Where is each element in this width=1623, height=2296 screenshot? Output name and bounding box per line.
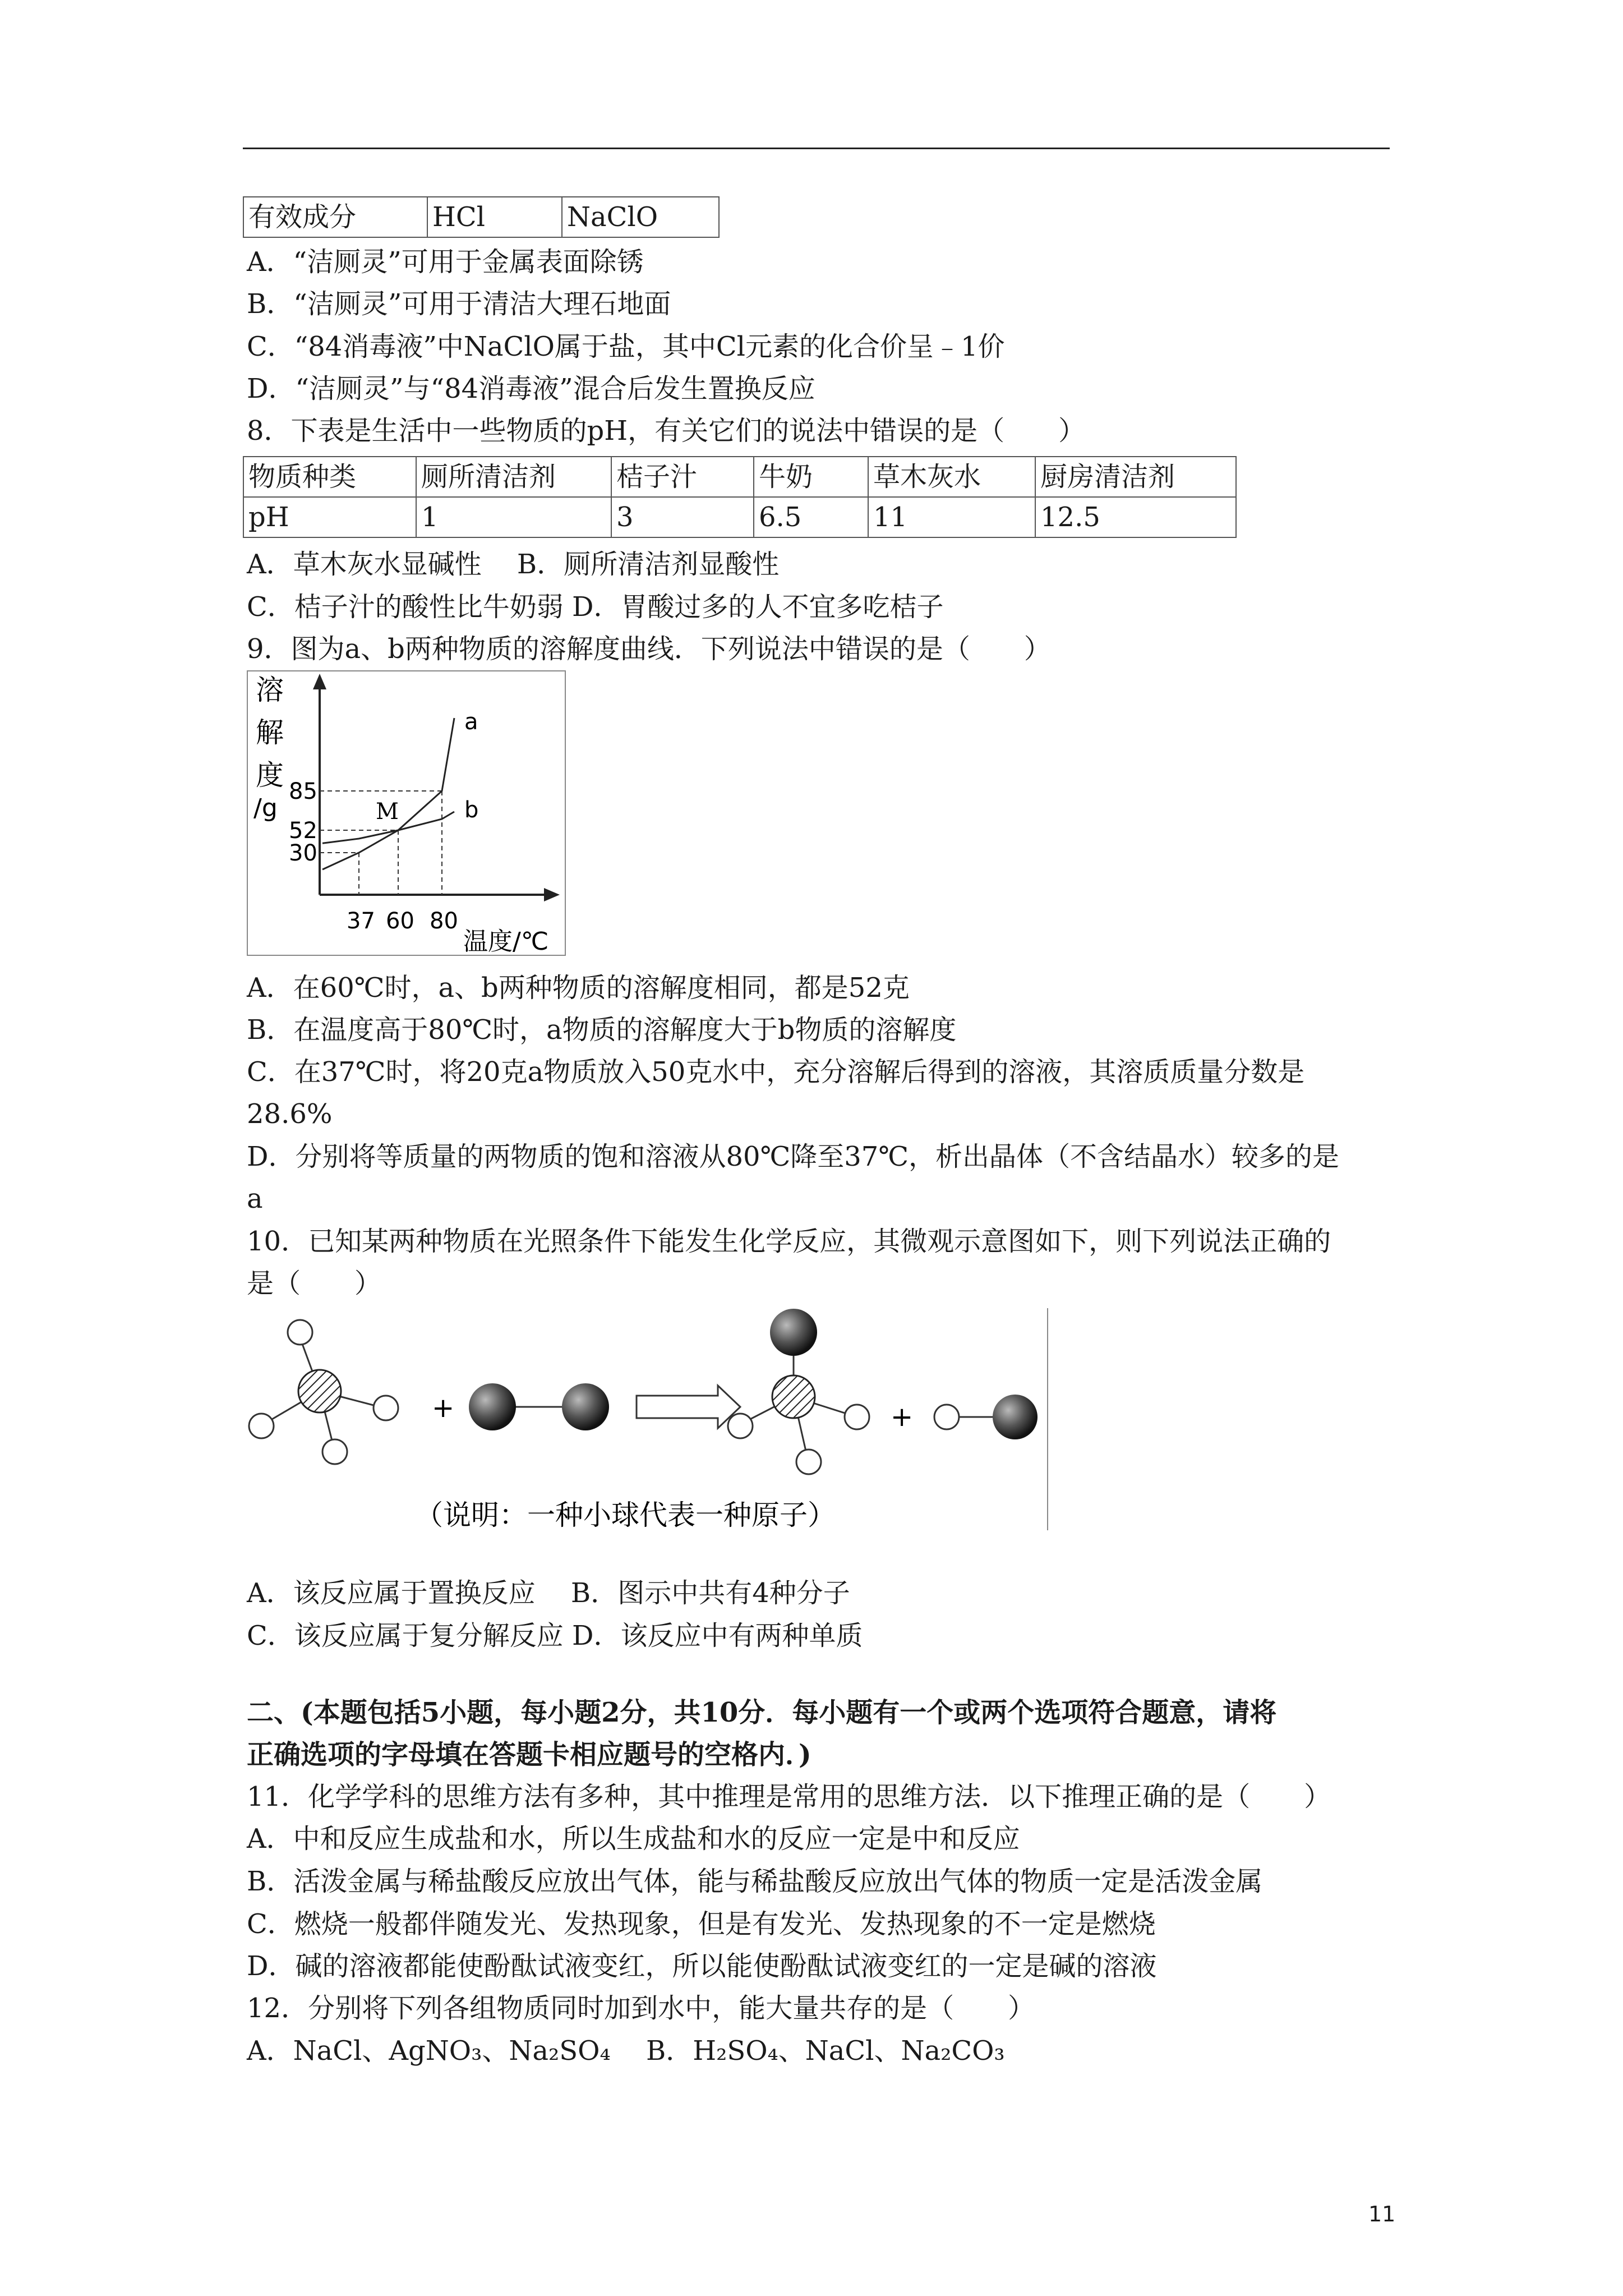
plus-sign: + xyxy=(432,1392,455,1424)
header-rule xyxy=(243,148,1390,149)
y-tick-label: 52 xyxy=(289,818,317,844)
ph-table xyxy=(243,456,1237,538)
table-cell: NaClO xyxy=(562,197,719,237)
small-atom xyxy=(728,1414,753,1438)
y-tick-label: 30 xyxy=(289,840,317,866)
table-cell: 12.5 xyxy=(1035,497,1236,537)
plus-sign: + xyxy=(891,1401,914,1433)
series-label-b: b xyxy=(464,797,479,823)
solubility-chart xyxy=(247,670,566,956)
table-cell: 有效成分 xyxy=(243,197,427,237)
q8-stem: 8．下表是生活中一些物质的pH，有关它们的说法中错误的是（ ） xyxy=(247,415,1086,447)
x-axis-label: 温度/℃ xyxy=(463,927,549,956)
point-label-m: M xyxy=(376,799,399,825)
y-axis-arrow xyxy=(313,674,326,689)
table-cell: 6.5 xyxy=(754,497,868,537)
q12-options: A．NaCl、AgNO₃、Na₂SO₄ B．H₂SO₄、NaCl、Na₂CO₃ xyxy=(247,2035,1005,2067)
small-atom xyxy=(322,1439,347,1464)
q11-option-a: A．中和反应生成盐和水，所以生成盐和水的反应一定是中和反应 xyxy=(247,1823,1020,1855)
table-cell: 厕所清洁剂 xyxy=(416,457,611,497)
small-atom xyxy=(845,1405,869,1429)
dark-atom xyxy=(562,1383,609,1430)
table-row xyxy=(243,197,719,237)
dark-atom xyxy=(469,1383,516,1430)
table-cell: 11 xyxy=(868,497,1035,537)
ylabel-char: 解 xyxy=(256,716,284,749)
small-atom xyxy=(249,1414,274,1438)
q11-stem: 11．化学学科的思维方法有多种，其中推理是常用的思维方法．以下推理正确的是（ ） xyxy=(247,1781,1331,1812)
section-2-heading-line1: 二、(本题包括5小题，每小题2分，共10分．每小题有一个或两个选项符合题意，请将 xyxy=(247,1697,1277,1728)
q9-option-d-line2: a xyxy=(247,1183,263,1214)
q7-option-d: D．“洁厕灵”与“84消毒液”混合后发生置换反应 xyxy=(247,373,815,404)
q7-option-b: B．“洁厕灵”可用于清洁大理石地面 xyxy=(247,288,671,320)
product-molecule-1 xyxy=(728,1309,869,1474)
table-cell: 1 xyxy=(416,497,611,537)
q9-option-c-line2: 28.6% xyxy=(247,1098,333,1130)
series-label-a: a xyxy=(464,709,478,735)
q7-option-c: C．“84消毒液”中NaClO属于盐，其中Cl元素的化合价呈﹣1价 xyxy=(247,331,1005,362)
q10-stem-line2: 是（ ） xyxy=(247,1268,382,1299)
table-cell: 桔子汁 xyxy=(611,457,754,497)
q8-options-line2: C．桔子汁的酸性比牛奶弱 D．胃酸过多的人不宜多吃桔子 xyxy=(247,591,944,623)
q9-option-a: A．在60℃时，a、b两种物质的溶解度相同，都是52克 xyxy=(247,972,910,1004)
q11-option-d: D．碱的溶液都能使酚酞试液变红，所以能使酚酞试液变红的一定是碱的溶液 xyxy=(247,1950,1157,1982)
q8-options-line1: A．草木灰水显碱性 B．厕所清洁剂显酸性 xyxy=(247,549,780,580)
q10-options-line2: C．该反应属于复分解反应 D．该反应中有两种单质 xyxy=(247,1620,863,1651)
small-atom xyxy=(288,1320,312,1345)
x-tick-label: 80 xyxy=(430,908,458,934)
q11-option-b: B．活泼金属与稀盐酸反应放出气体，能与稀盐酸反应放出气体的物质一定是活泼金属 xyxy=(247,1866,1263,1897)
q9-stem: 9．图为a、b两种物质的溶解度曲线．下列说法中错误的是（ ） xyxy=(247,633,1051,665)
small-atom xyxy=(796,1450,821,1474)
table-cell: 草木灰水 xyxy=(868,457,1035,497)
chart-plot-area xyxy=(289,709,478,934)
q11-option-c: C．燃烧一般都伴随发光、发热现象，但是有发光、发热现象的不一定是燃烧 xyxy=(247,1908,1156,1940)
q12-stem: 12．分别将下列各组物质同时加到水中，能大量共存的是（ ） xyxy=(247,1993,1035,2024)
dark-atom xyxy=(770,1309,817,1356)
reactant-molecule-1 xyxy=(249,1320,398,1464)
ylabel-char: 度 xyxy=(256,759,284,792)
q9-option-b: B．在温度高于80℃时，a物质的溶解度大于b物质的溶解度 xyxy=(247,1014,957,1046)
small-atom xyxy=(934,1405,959,1429)
section-2-heading-line2: 正确选项的字母填在答题卡相应题号的空格内．) xyxy=(247,1739,811,1770)
ylabel-char: 溶 xyxy=(256,674,284,706)
x-axis-arrow xyxy=(544,888,560,901)
table-cell: 牛奶 xyxy=(754,457,868,497)
table-row xyxy=(243,497,1236,537)
active-ingredient-table xyxy=(243,196,720,238)
q10-stem-line1: 10．已知某两种物质在光照条件下能发生化学反应，其微观示意图如下，则下列说法正确的 xyxy=(247,1226,1331,1257)
x-tick-label: 37 xyxy=(347,908,375,934)
q9-option-d-line1: D．分别将等质量的两物质的饱和溶液从80℃降至37℃，析出晶体（不含结晶水）较多的是 xyxy=(247,1141,1340,1172)
product-molecule-2 xyxy=(934,1395,1038,1439)
reaction-diagram xyxy=(247,1307,1049,1531)
x-tick-label: 60 xyxy=(386,908,414,934)
ylabel-char: /g xyxy=(253,794,278,822)
table-row xyxy=(243,457,1236,497)
q10-options-line1: A．该反应属于置换反应 B．图示中共有4种分子 xyxy=(247,1577,850,1609)
hatched-atom xyxy=(298,1370,341,1412)
y-tick-label: 85 xyxy=(289,779,317,804)
q7-option-a: A．“洁厕灵”可用于金属表面除锈 xyxy=(247,246,644,278)
small-atom xyxy=(374,1396,398,1420)
hatched-atom xyxy=(772,1375,815,1418)
page-number: 11 xyxy=(1368,2202,1396,2226)
table-cell: 3 xyxy=(611,497,754,537)
reaction-arrow-icon xyxy=(637,1386,740,1428)
series-line-a xyxy=(322,718,454,869)
table-cell: 物质种类 xyxy=(243,457,416,497)
table-cell: HCl xyxy=(427,197,562,237)
q9-option-c-line1: C．在37℃时，将20克a物质放入50克水中，充分溶解后得到的溶液，其溶质质量分数是 xyxy=(247,1056,1305,1088)
diagram-caption: （说明：一种小球代表一种原子） xyxy=(415,1499,836,1531)
reactant-molecule-2 xyxy=(469,1383,609,1430)
table-cell: pH xyxy=(243,497,416,537)
table-cell: 厨房清洁剂 xyxy=(1035,457,1236,497)
dark-atom xyxy=(993,1395,1038,1439)
